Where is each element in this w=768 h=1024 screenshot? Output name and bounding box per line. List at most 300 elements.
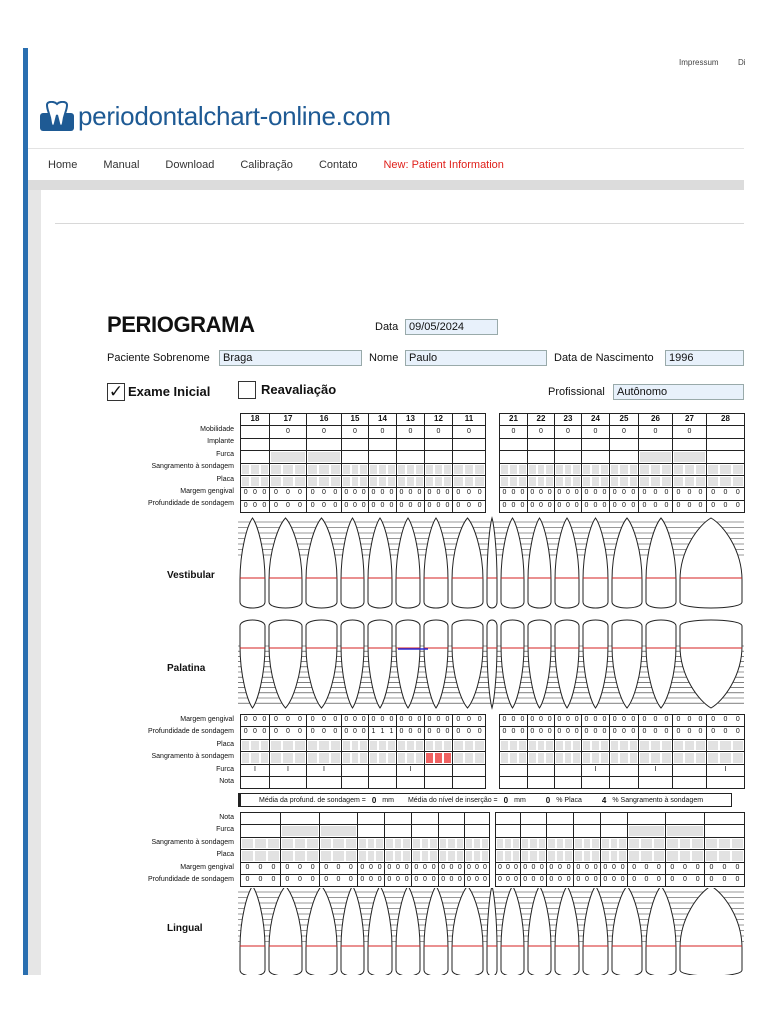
chart-cell[interactable] [610, 500, 639, 512]
chart-cell[interactable] [555, 438, 582, 450]
chart-cell[interactable] [673, 776, 707, 788]
chart-cell[interactable] [601, 874, 628, 886]
shade-triple[interactable] [707, 476, 744, 487]
bleeding-triple[interactable] [397, 752, 424, 763]
shade-triple[interactable] [610, 740, 638, 751]
chart-cell[interactable] [500, 463, 528, 475]
shade-triple[interactable] [496, 838, 520, 849]
chart-cell[interactable] [673, 739, 707, 751]
chart-cell[interactable] [425, 438, 453, 450]
furcation-mark[interactable]: I [594, 766, 597, 774]
chart-cell[interactable] [425, 764, 453, 776]
chart-cell[interactable] [425, 475, 453, 487]
chart-cell[interactable] [320, 850, 358, 862]
chart-cell[interactable] [342, 764, 369, 776]
chart-cell[interactable] [342, 776, 369, 788]
value-triple[interactable]: 0 0 0 [427, 716, 450, 723]
chart-cell[interactable] [639, 426, 673, 438]
shade-triple[interactable] [673, 740, 706, 751]
value-triple[interactable]: 0 0 0 [612, 716, 636, 723]
chart-cell[interactable] [412, 825, 439, 837]
chart-cell[interactable] [628, 862, 666, 874]
chart-cell[interactable] [369, 500, 397, 512]
shade-triple[interactable] [241, 838, 280, 849]
chart-cell[interactable] [453, 739, 486, 751]
chart-cell[interactable] [521, 837, 547, 849]
chart-cell[interactable] [412, 850, 439, 862]
chart-cell[interactable] [521, 813, 547, 825]
value-triple[interactable]: 0 0 0 [344, 716, 366, 723]
chart-cell[interactable] [528, 426, 555, 438]
shade-triple[interactable] [528, 476, 554, 487]
chart-cell[interactable] [307, 488, 342, 500]
chart-cell[interactable] [500, 752, 528, 764]
shade-triple[interactable] [425, 740, 452, 751]
value-triple[interactable]: 0 0 0 [441, 863, 462, 871]
chart-cell[interactable] [500, 764, 528, 776]
value-triple[interactable]: 0 0 0 [310, 716, 338, 723]
chart-cell[interactable] [547, 813, 574, 825]
chart-cell[interactable] [241, 438, 270, 450]
chart-cell[interactable] [628, 813, 666, 825]
chart-cell[interactable] [307, 463, 342, 475]
shade-triple[interactable] [412, 838, 438, 849]
chart-cell[interactable] [500, 776, 528, 788]
chart-cell[interactable] [385, 874, 412, 886]
chart-cell[interactable] [666, 837, 705, 849]
value-triple[interactable]: 0 0 0 [498, 863, 518, 871]
shade-triple[interactable] [555, 752, 581, 763]
chart-cell[interactable] [500, 739, 528, 751]
value-triple[interactable]: 0 0 0 [557, 728, 579, 736]
chart-cell[interactable] [342, 426, 369, 438]
chart-cell[interactable] [425, 752, 453, 764]
chart-cell[interactable] [342, 500, 369, 512]
value-triple[interactable]: 0 0 0 [456, 489, 482, 497]
value-triple[interactable]: 0 0 0 [502, 728, 525, 736]
value-triple[interactable]: 0 0 0 [711, 501, 740, 509]
value-triple[interactable]: 0 0 0 [670, 875, 700, 883]
chart-cell[interactable] [342, 438, 369, 450]
nav-manual[interactable]: Manual [103, 158, 140, 171]
value-triple[interactable]: 0 0 0 [456, 501, 482, 509]
value-triple[interactable]: 0 0 0 [642, 489, 669, 497]
value-triple[interactable]: 0 0 0 [502, 501, 525, 509]
chart-cell[interactable] [705, 837, 745, 849]
shade-triple[interactable] [453, 476, 485, 487]
shade-triple[interactable] [707, 464, 744, 475]
shade-triple[interactable] [547, 838, 573, 849]
chart-cell[interactable] [358, 874, 385, 886]
shade-triple[interactable] [521, 850, 546, 861]
value-triple[interactable]: 0 0 0 [612, 501, 636, 509]
chart-cell[interactable] [241, 739, 270, 751]
chart-cell[interactable] [500, 500, 528, 512]
value-triple[interactable]: 0 0 0 [603, 863, 625, 871]
shade-triple[interactable] [270, 476, 306, 487]
chart-cell[interactable] [673, 475, 707, 487]
chart-cell[interactable] [673, 752, 707, 764]
chart-cell[interactable] [307, 426, 342, 438]
furcation-mark[interactable]: I [654, 766, 657, 774]
chart-cell[interactable] [582, 463, 610, 475]
shade-triple[interactable] [465, 850, 489, 861]
chart-cell[interactable] [412, 874, 439, 886]
value-triple[interactable]: 0 0 0 [530, 728, 552, 736]
chart-cell[interactable] [397, 451, 425, 463]
shade-triple[interactable] [369, 476, 396, 487]
chart-cell[interactable] [673, 426, 707, 438]
shade-triple[interactable] [342, 476, 368, 487]
value-triple[interactable]: 0 0 0 [576, 863, 598, 871]
chart-cell[interactable] [547, 862, 574, 874]
value-triple[interactable]: 0 0 0 [612, 728, 636, 736]
value-triple[interactable]: 0 0 0 [584, 716, 607, 723]
value-triple[interactable]: 0 0 0 [584, 489, 607, 497]
chart-cell[interactable] [342, 715, 369, 727]
chart-cell[interactable] [342, 752, 369, 764]
chart-cell[interactable] [281, 813, 320, 825]
shade-triple[interactable] [320, 850, 357, 861]
value-triple[interactable]: 0 0 0 [324, 863, 353, 871]
chart-cell[interactable] [453, 438, 486, 450]
chart-cell[interactable] [358, 837, 385, 849]
value-triple[interactable]: 0 0 0 [387, 863, 409, 871]
value-triple[interactable]: 0 0 0 [642, 716, 669, 723]
chart-cell[interactable] [241, 488, 270, 500]
shade-triple[interactable] [528, 752, 554, 763]
chart-cell[interactable] [582, 764, 610, 776]
bleeding-triple[interactable] [342, 752, 368, 763]
chart-cell[interactable] [453, 715, 486, 727]
value-triple[interactable]: 0 0 0 [310, 728, 338, 736]
chart-cell[interactable] [521, 874, 547, 886]
chart-cell[interactable] [574, 825, 601, 837]
value-triple[interactable]: 0 0 0 [557, 716, 579, 723]
value-triple[interactable]: 0 0 0 [456, 716, 482, 723]
chart-cell[interactable] [412, 813, 439, 825]
shade-triple[interactable] [241, 476, 269, 487]
chart-cell[interactable] [270, 752, 307, 764]
chart-cell[interactable] [628, 850, 666, 862]
chart-cell[interactable] [425, 776, 453, 788]
chart-cell[interactable] [397, 727, 425, 739]
bleeding-triple[interactable] [241, 752, 269, 763]
chart-cell[interactable] [369, 426, 397, 438]
shade-triple[interactable] [666, 850, 704, 861]
chart-cell[interactable] [528, 752, 555, 764]
value-triple[interactable]: 1 1 1 [371, 728, 394, 736]
value-triple[interactable]: 0 0 0 [243, 716, 267, 723]
chart-cell[interactable] [320, 813, 358, 825]
chart-cell[interactable] [610, 715, 639, 727]
chart-cell[interactable] [500, 727, 528, 739]
nav-download[interactable]: Download [165, 158, 215, 171]
chart-cell[interactable] [241, 752, 270, 764]
value-triple[interactable]: 0 0 0 [371, 716, 394, 723]
chart-cell[interactable] [369, 776, 397, 788]
chart-cell[interactable] [453, 727, 486, 739]
bleeding-triple[interactable] [425, 752, 452, 763]
shade-triple[interactable] [270, 740, 306, 751]
chart-cell[interactable] [369, 438, 397, 450]
nav-patient-info[interactable]: New: Patient Information [383, 158, 504, 171]
chart-cell[interactable] [342, 463, 369, 475]
chart-cell[interactable] [555, 764, 582, 776]
chart-cell[interactable] [639, 438, 673, 450]
chart-cell[interactable] [453, 488, 486, 500]
chart-cell[interactable] [241, 874, 281, 886]
chart-cell[interactable] [601, 862, 628, 874]
chart-cell[interactable] [610, 426, 639, 438]
chart-cell[interactable] [369, 488, 397, 500]
shade-triple[interactable] [582, 752, 609, 763]
chart-cell[interactable] [241, 825, 281, 837]
shade-triple[interactable] [582, 464, 609, 475]
chart-cell[interactable] [453, 426, 486, 438]
chart-cell[interactable] [307, 764, 342, 776]
chart-cell[interactable] [307, 739, 342, 751]
value-triple[interactable]: 0 0 0 [243, 489, 267, 497]
chart-cell[interactable] [281, 862, 320, 874]
chart-cell[interactable] [425, 451, 453, 463]
chart-cell[interactable] [555, 488, 582, 500]
chart-cell[interactable] [465, 862, 490, 874]
shade-triple[interactable] [500, 752, 527, 763]
chart-cell[interactable] [425, 426, 453, 438]
value-triple[interactable]: 0 0 0 [523, 863, 544, 871]
chart-cell[interactable] [369, 451, 397, 463]
chart-cell[interactable] [610, 451, 639, 463]
chart-cell[interactable] [666, 825, 705, 837]
chart-cell[interactable] [639, 451, 673, 463]
chart-cell[interactable] [439, 825, 465, 837]
chart-cell[interactable] [496, 837, 521, 849]
furcation-mark[interactable]: I [254, 766, 256, 774]
shade-triple[interactable] [369, 464, 396, 475]
mobility-value[interactable]: 0 [353, 428, 357, 436]
chart-cell[interactable] [465, 813, 490, 825]
chart-cell[interactable] [639, 776, 673, 788]
shade-triple[interactable] [666, 838, 704, 849]
value-triple[interactable]: 0 0 0 [324, 875, 353, 883]
chart-cell[interactable] [307, 727, 342, 739]
chart-cell[interactable] [547, 825, 574, 837]
chart-cell[interactable] [639, 752, 673, 764]
value-triple[interactable]: 0 0 0 [676, 501, 703, 509]
bleeding-triple[interactable] [453, 752, 485, 763]
shade-triple[interactable] [628, 838, 665, 849]
value-triple[interactable]: 0 0 0 [243, 501, 267, 509]
value-triple[interactable]: 0 0 0 [709, 863, 740, 871]
chart-cell[interactable] [241, 764, 270, 776]
shade-triple[interactable] [307, 464, 341, 475]
chart-cell[interactable] [397, 739, 425, 751]
chart-cell[interactable] [241, 727, 270, 739]
mobility-value[interactable]: 0 [593, 428, 598, 436]
chart-cell[interactable] [342, 727, 369, 739]
nav-home[interactable]: Home [48, 158, 78, 171]
bleeding-triple[interactable] [307, 752, 341, 763]
value-triple[interactable]: 0 0 0 [310, 501, 338, 509]
value-triple[interactable]: 0 0 0 [360, 875, 382, 883]
bleeding-triple[interactable] [369, 752, 396, 763]
chart-cell[interactable] [241, 837, 281, 849]
value-triple[interactable]: 0 0 0 [285, 875, 315, 883]
chart-cell[interactable] [574, 862, 601, 874]
chart-cell[interactable] [369, 475, 397, 487]
shade-triple[interactable] [385, 850, 411, 861]
shade-triple[interactable] [453, 740, 485, 751]
chart-cell[interactable] [397, 426, 425, 438]
chart-cell[interactable] [241, 850, 281, 862]
chart-cell[interactable] [555, 739, 582, 751]
shade-triple[interactable] [281, 838, 319, 849]
chart-cell[interactable] [666, 862, 705, 874]
chart-cell[interactable] [500, 451, 528, 463]
chart-cell[interactable] [385, 862, 412, 874]
shade-triple[interactable] [574, 838, 600, 849]
shade-triple[interactable] [707, 752, 744, 763]
chart-cell[interactable] [397, 488, 425, 500]
chart-cell[interactable] [369, 752, 397, 764]
chart-cell[interactable] [673, 727, 707, 739]
value-triple[interactable]: 0 0 0 [549, 863, 571, 871]
chart-cell[interactable] [270, 764, 307, 776]
value-triple[interactable]: 0 0 0 [502, 716, 525, 723]
chart-cell[interactable] [307, 715, 342, 727]
value-triple[interactable]: 0 0 0 [711, 489, 740, 497]
chart-cell[interactable] [610, 764, 639, 776]
shade-triple[interactable] [639, 752, 672, 763]
value-triple[interactable]: 0 0 0 [584, 501, 607, 509]
chart-cell[interactable] [453, 463, 486, 475]
value-triple[interactable]: 0 0 0 [576, 875, 598, 883]
shade-triple[interactable] [500, 740, 527, 751]
chart-cell[interactable] [707, 475, 745, 487]
chart-cell[interactable] [707, 426, 745, 438]
chart-cell[interactable] [241, 451, 270, 463]
shade-triple[interactable] [358, 850, 384, 861]
chart-cell[interactable] [496, 850, 521, 862]
value-triple[interactable]: 0 0 0 [274, 489, 302, 497]
shade-triple[interactable] [342, 464, 368, 475]
chart-cell[interactable] [397, 764, 425, 776]
mobility-value[interactable]: 0 [380, 428, 385, 436]
chart-cell[interactable] [439, 850, 465, 862]
value-triple[interactable]: 0 0 0 [344, 728, 366, 736]
chart-cell[interactable] [385, 850, 412, 862]
chart-cell[interactable] [320, 874, 358, 886]
value-triple[interactable]: 0 0 0 [530, 716, 552, 723]
chart-cell[interactable] [555, 475, 582, 487]
chart-cell[interactable] [555, 463, 582, 475]
mobility-value[interactable]: 0 [687, 428, 692, 436]
chart-cell[interactable] [555, 727, 582, 739]
chart-cell[interactable] [528, 438, 555, 450]
shade-triple[interactable] [281, 850, 319, 861]
mobility-value[interactable]: 0 [566, 428, 570, 436]
shade-triple[interactable] [307, 740, 341, 751]
chart-cell[interactable] [582, 752, 610, 764]
chart-cell[interactable] [521, 825, 547, 837]
chart-cell[interactable] [453, 764, 486, 776]
chart-cell[interactable] [358, 825, 385, 837]
chart-cell[interactable] [342, 739, 369, 751]
value-triple[interactable]: 0 0 0 [530, 489, 552, 497]
chart-cell[interactable] [610, 739, 639, 751]
chart-cell[interactable] [397, 715, 425, 727]
date-field[interactable]: 09/05/2024 [405, 319, 498, 335]
chart-cell[interactable] [385, 825, 412, 837]
shade-triple[interactable] [496, 850, 520, 861]
chart-cell[interactable] [270, 727, 307, 739]
chart-cell[interactable] [707, 764, 745, 776]
shade-triple[interactable] [639, 476, 672, 487]
shade-triple[interactable] [439, 838, 464, 849]
chart-cell[interactable] [639, 463, 673, 475]
chart-cell[interactable] [705, 825, 745, 837]
chart-cell[interactable] [358, 850, 385, 862]
chart-cell[interactable] [281, 837, 320, 849]
value-triple[interactable]: 0 0 0 [502, 489, 525, 497]
chart-cell[interactable] [639, 500, 673, 512]
chart-cell[interactable] [528, 739, 555, 751]
shade-triple[interactable] [342, 740, 368, 751]
chart-cell[interactable] [270, 451, 307, 463]
chart-cell[interactable] [582, 776, 610, 788]
chart-cell[interactable] [270, 488, 307, 500]
chart-cell[interactable] [425, 500, 453, 512]
shade-triple[interactable] [241, 464, 269, 475]
chart-cell[interactable] [555, 426, 582, 438]
shade-triple[interactable] [307, 476, 341, 487]
value-triple[interactable]: 0 0 0 [344, 501, 366, 509]
value-triple[interactable]: 0 0 0 [632, 863, 661, 871]
chart-cell[interactable] [439, 837, 465, 849]
value-triple[interactable]: 0 0 0 [557, 501, 579, 509]
chart-cell[interactable] [496, 862, 521, 874]
chart-cell[interactable] [500, 438, 528, 450]
chart-cell[interactable] [397, 463, 425, 475]
chart-cell[interactable] [241, 426, 270, 438]
value-triple[interactable]: 0 0 0 [676, 489, 703, 497]
value-triple[interactable]: 0 0 0 [427, 489, 450, 497]
initial-exam-checkbox[interactable]: ✓ [108, 382, 124, 401]
chart-cell[interactable] [453, 451, 486, 463]
chart-cell[interactable] [707, 739, 745, 751]
value-triple[interactable]: 0 0 0 [344, 489, 366, 497]
value-triple[interactable]: 0 0 0 [274, 501, 302, 509]
value-triple[interactable]: 0 0 0 [523, 875, 544, 883]
shade-triple[interactable] [500, 476, 527, 487]
chart-cell[interactable] [555, 451, 582, 463]
chart-cell[interactable] [465, 850, 490, 862]
chart-cell[interactable] [521, 850, 547, 862]
chart-cell[interactable] [241, 813, 281, 825]
chart-cell[interactable] [582, 451, 610, 463]
chart-cell[interactable] [358, 862, 385, 874]
mobility-value[interactable]: 0 [511, 428, 516, 436]
chart-cell[interactable] [582, 727, 610, 739]
chart-cell[interactable] [582, 488, 610, 500]
value-triple[interactable]: 0 0 0 [427, 501, 450, 509]
chart-cell[interactable] [307, 438, 342, 450]
value-triple[interactable]: 0 0 0 [399, 716, 422, 723]
value-triple[interactable]: 0 0 0 [371, 501, 394, 509]
mobility-value[interactable]: 0 [322, 428, 326, 436]
shade-triple[interactable] [453, 464, 485, 475]
